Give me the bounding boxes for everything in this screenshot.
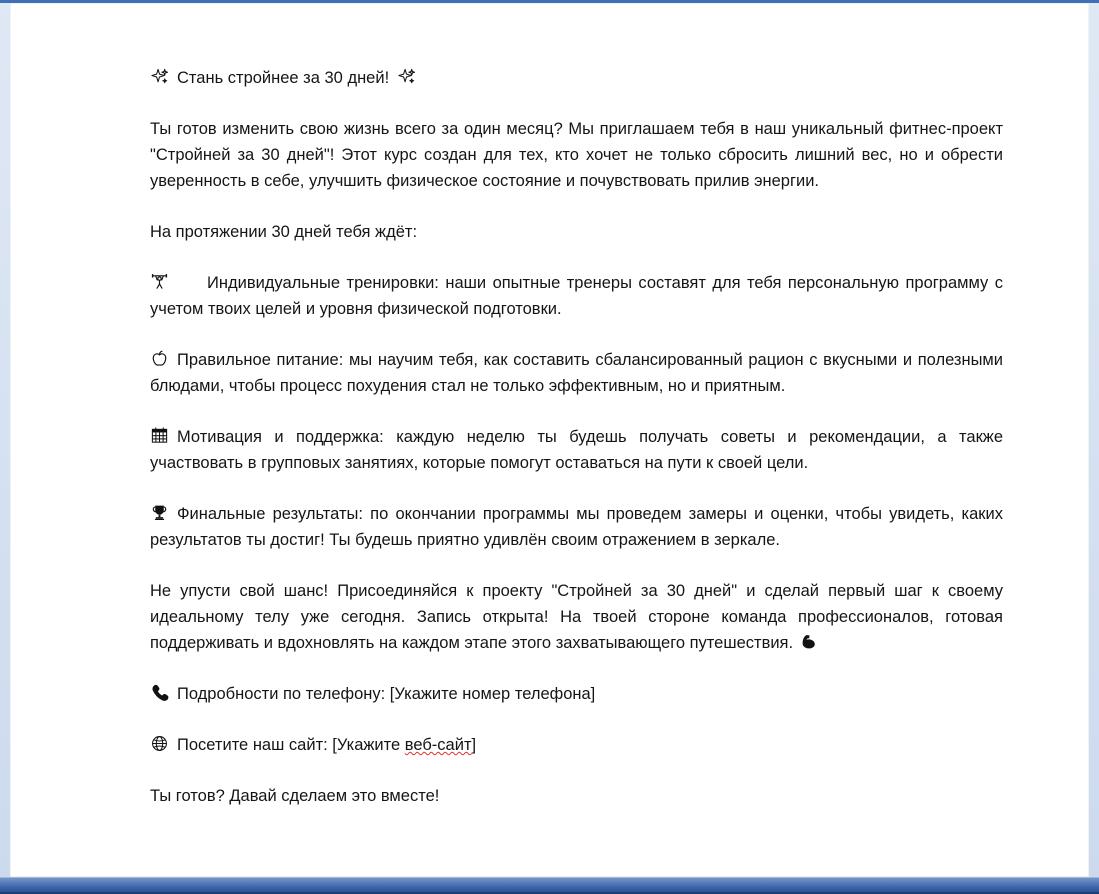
website-text-prefix: Посетите наш сайт: [Укажите [177,736,405,754]
heading-line [150,65,1003,91]
closing-line: Ты готов? Давай сделаем это вместе! [150,787,440,805]
trophy-icon [150,501,169,527]
apple-icon [150,347,169,373]
globe-icon [150,732,169,758]
misspelled-word[interactable]: веб-сайт [404,736,472,754]
biceps-icon [799,630,818,656]
website-text-suffix: ] [471,736,477,754]
bullet-text: Финальные результаты: по окончании программы мы проведем замеры и оценки, чтобы увидеть, каких результатов ты достиг! Ты будешь приятно удивлён своим отражением в зеркале. [150,505,1003,549]
cta-text: Не упусти свой шанс! Присоединяйся к проекту "Стройней за 30 дней" и сделай первый шаг к своему идеальному телу уже сегодня. Запись открыта! На твоей стороне команда профессионалов, готовая поддерживать и вдохновлять на каждом этапе этого захватывающего путешествия. [150,582,1003,652]
sparkles-icon [150,65,169,91]
bullet-nutrition [150,347,1003,399]
website-line [150,732,1003,758]
window-bottom-border [0,877,1099,894]
heading-text: Стань стройнее за 30 дней! [177,69,390,87]
phone-text: Подробности по телефону: [Укажите номер телефона] [177,685,596,703]
phone-icon [150,681,169,707]
bullet-trainings [150,270,1003,322]
document-page[interactable] [10,3,1089,877]
bullet-text: Мотивация и поддержка: каждую неделю ты будешь получать советы и рекомендации, а также участвовать в групповых занятиях, которые помогут оставаться на пути к своей цели. [150,428,1003,472]
phone-line [150,681,1003,707]
bullet-text: Правильное питание: мы научим тебя, как составить сбалансированный рацион с вкусными и полезными блюдами, чтобы процесс похудения стал не только эффективным, но и приятным. [150,351,1003,395]
lead-line: На протяжении 30 дней тебя ждёт: [150,223,418,241]
bullet-text: Индивидуальные тренировки: наши опытные тренеры составят для тебя персональную программу с учетом твоих целей и уровня физической подготовки. [150,274,1003,318]
intro-paragraph: Ты готов изменить свою жизнь всего за один месяц? Мы приглашаем тебя в наш уникальный фитнес-проект "Стройней за 30 дней"! Этот курс создан для тех, кто хочет не только сбросить лишний вес, но и обрести уверенность в себе, улучшить физическое состояние и почувствовать прилив энергии. [150,120,1003,190]
bullet-motivation [150,424,1003,476]
cta-paragraph [150,578,1003,656]
sparkles-icon [397,65,416,91]
weightlifter-icon [150,270,169,296]
calendar-icon [150,424,169,450]
bullet-results [150,501,1003,553]
